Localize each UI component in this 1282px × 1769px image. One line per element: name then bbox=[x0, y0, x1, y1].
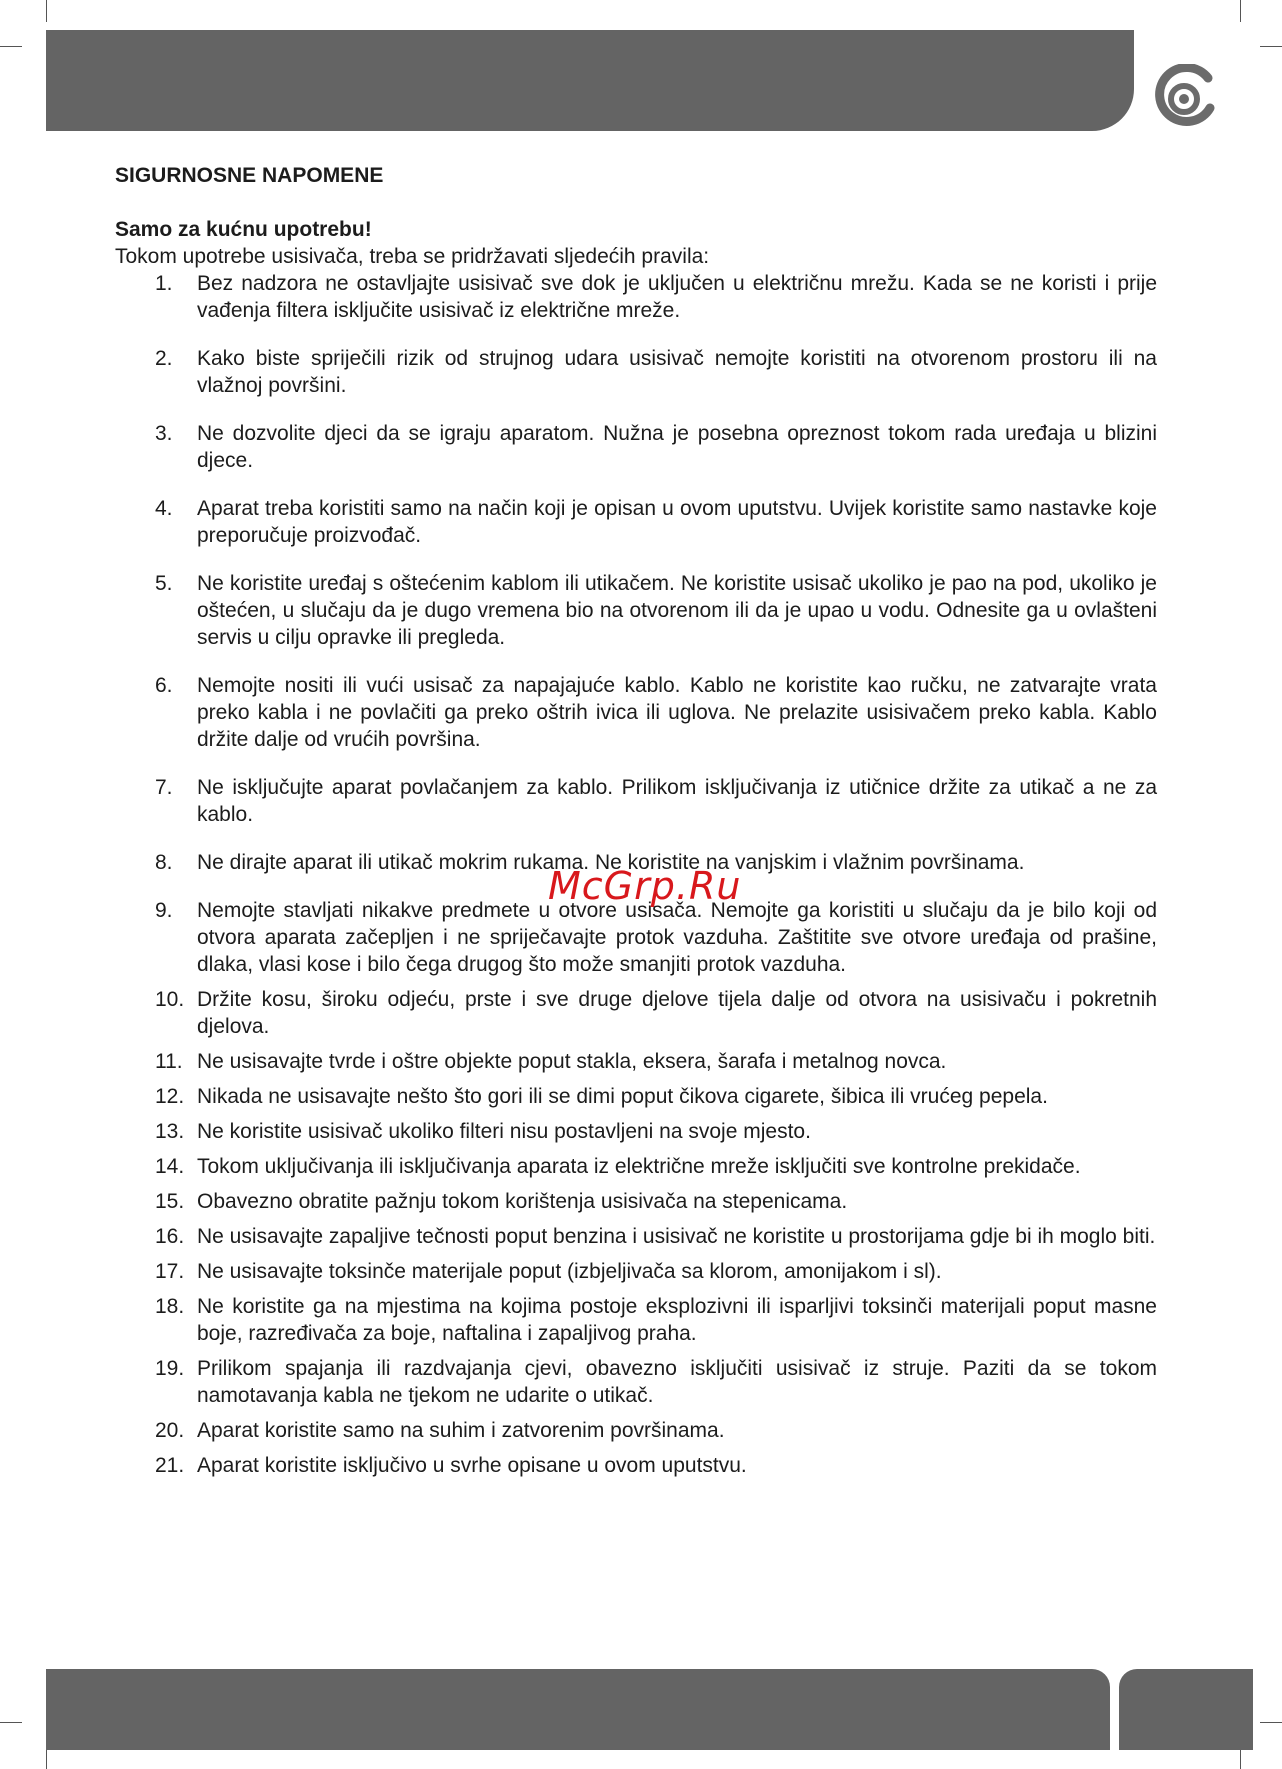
list-item bbox=[115, 270, 1157, 324]
list-item-text: Aparat koristite isključivo u svrhe opisane u ovom uputstvu. bbox=[197, 1454, 747, 1477]
list-item-text: Aparat koristite samo na suhim i zatvorenim površinama. bbox=[197, 1419, 725, 1442]
list-item bbox=[115, 672, 1157, 753]
list-item bbox=[115, 1417, 1157, 1444]
list-item-number: 15. bbox=[155, 1190, 185, 1213]
list-item-text: Držite kosu, široku odjeću, prste i sve druge djelove tijela dalje od otvora na usisivaču i pokretnih djelova. bbox=[197, 988, 1157, 1038]
list-item bbox=[115, 1258, 1157, 1285]
list-item-number: 19. bbox=[155, 1357, 185, 1380]
crop-mark bbox=[46, 1750, 47, 1769]
list-item bbox=[115, 1083, 1157, 1110]
crop-mark bbox=[1260, 1722, 1282, 1723]
list-item bbox=[115, 897, 1157, 978]
list-item bbox=[115, 1452, 1157, 1479]
crop-mark bbox=[46, 0, 47, 22]
list-item-text: Nemojte stavljati nikakve predmete u otvore usisača. Nemojte ga koristiti u slučaju da je bilo koji od otvora aparata začepljen i ne spriječavajte protok vazduha. Zaštitite sve otvore uređaja od prašine, dlaka, vlasi kose i bilo čega drugog što može smanjiti protok vazduha. bbox=[197, 899, 1157, 976]
crop-mark bbox=[1240, 1750, 1241, 1769]
list-item-text: Ne koristite ga na mjestima na kojima postoje eksplozivni ili isparljivi toksinči materijali poput masne boje, razređivača za boje, naftalina i zapaljivog praha. bbox=[197, 1295, 1157, 1345]
list-item-number: 5. bbox=[155, 572, 173, 595]
list-item bbox=[115, 774, 1157, 828]
list-item-text: Aparat treba koristiti samo na način koji je opisan u ovom uputstvu. Uvijek koristite samo nastavke koje preporučuje proizvođač. bbox=[197, 497, 1157, 547]
list-item-text: Ne usisavajte zapaljive tečnosti poput benzina i usisivač ne koristite u prostorijama gdje bi ih moglo biti. bbox=[197, 1225, 1156, 1248]
intro-text: Tokom upotrebe usisivača, treba se pridržavati sljedećih pravila: bbox=[115, 245, 710, 268]
section-title: SIGURNOSNE NAPOMENE bbox=[115, 164, 384, 187]
list-item-number: 20. bbox=[155, 1419, 185, 1442]
header-bar bbox=[46, 30, 1134, 131]
list-item-number: 2. bbox=[155, 347, 173, 370]
page-content bbox=[115, 162, 1157, 1487]
list-item-text: Kako biste spriječili rizik od strujnog udara usisivač nemojte koristiti na otvorenom prostoru ili na vlažnoj površini. bbox=[197, 347, 1157, 397]
list-item-number: 14. bbox=[155, 1155, 185, 1178]
list-item-number: 1. bbox=[155, 272, 173, 295]
watermark: McGrp.Ru bbox=[548, 864, 742, 908]
footer-bar bbox=[46, 1669, 1110, 1750]
list-item bbox=[115, 345, 1157, 399]
crop-mark bbox=[1240, 0, 1241, 22]
list-item-text: Bez nadzora ne ostavljajte usisivač sve dok je uključen u električnu mrežu. Kada se ne koristi i prije vađenja filtera isključite usisivač iz električne mreže. bbox=[197, 272, 1157, 322]
list-item-text: Ne koristite usisivač ukoliko filteri nisu postavljeni na svoje mjesto. bbox=[197, 1120, 811, 1143]
list-item-number: 3. bbox=[155, 422, 173, 445]
list-item-number: 12. bbox=[155, 1085, 185, 1108]
list-item-number: 18. bbox=[155, 1295, 185, 1318]
crop-mark bbox=[0, 1722, 22, 1723]
list-item bbox=[115, 495, 1157, 549]
list-item-number: 21. bbox=[155, 1454, 185, 1477]
crop-mark bbox=[0, 46, 22, 47]
list-item-text: Ne dozvolite djeci da se igraju aparatom. Nužna je posebna opreznost tokom rada uređaja u blizini djece. bbox=[197, 422, 1157, 472]
list-item-number: 7. bbox=[155, 776, 173, 799]
list-item-number: 8. bbox=[155, 851, 173, 874]
list-item-number: 13. bbox=[155, 1120, 185, 1143]
subtitle: Samo za kućnu upotrebu! bbox=[115, 218, 372, 241]
list-item-text: Ne usisavajte toksinče materijale poput (izbjeljivača sa klorom, amonijakom i sl). bbox=[197, 1260, 942, 1283]
list-item-text: Obavezno obratite pažnju tokom korištenja usisivača na stepenicama. bbox=[197, 1190, 848, 1213]
list-item bbox=[115, 570, 1157, 651]
list-item-number: 16. bbox=[155, 1225, 185, 1248]
list-item bbox=[115, 1223, 1157, 1250]
list-item-number: 9. bbox=[155, 899, 173, 922]
list-item bbox=[115, 1118, 1157, 1145]
list-item-number: 17. bbox=[155, 1260, 185, 1283]
list-item bbox=[115, 420, 1157, 474]
list-item-number: 11. bbox=[155, 1050, 183, 1073]
list-item bbox=[115, 1153, 1157, 1180]
list-item-number: 6. bbox=[155, 674, 173, 697]
list-item bbox=[115, 1355, 1157, 1409]
list-item-text: Tokom uključivanja ili isključivanja aparata iz električne mreže isključiti sve kontrolne prekidače. bbox=[197, 1155, 1081, 1178]
list-item-text: Prilikom spajanja ili razdvajanja cjevi, obavezno isključiti usisivač iz struje. Paziti da se tokom namotavanja kabla ne tjekom ne udarite o utikač. bbox=[197, 1357, 1157, 1407]
list-item-text: Ne koristite uređaj s oštećenim kablom ili utikačem. Ne koristite usisač ukoliko je pao na pod, ukoliko je oštećen, u slučaju da je dugo vremena bio na otvorenom ili da je upao u vodu. Odnesite ga u ovlašteni servis u cilju opravke ili pregleda. bbox=[197, 572, 1157, 649]
list-item-text: Ne usisavajte tvrde i oštre objekte poput stakla, eksera, šarafa i metalnog novca. bbox=[197, 1050, 947, 1073]
list-item-text: Nikada ne usisavajte nešto što gori ili se dimi poput čikova cigarete, šibica ili vrućeg pepela. bbox=[197, 1085, 1048, 1108]
list-item-text: Ne isključujte aparat povlačanjem za kablo. Prilikom isključivanja iz utičnice držite za utikač a ne za kablo. bbox=[197, 776, 1157, 826]
list-item bbox=[115, 1188, 1157, 1215]
footer-page-box bbox=[1119, 1669, 1253, 1750]
brand-logo-icon bbox=[1150, 64, 1220, 134]
list-item-number: 10. bbox=[155, 988, 185, 1011]
crop-mark bbox=[1260, 46, 1282, 47]
list-item-text: Ne dirajte aparat ili utikač mokrim rukama. Ne koristite na vanjskim i vlažnim površinama. bbox=[197, 851, 1025, 874]
list-item bbox=[115, 1048, 1157, 1075]
list-item-text: Nemojte nositi ili vući usisač za napajajuće kablo. Kablo ne koristite kao ručku, ne zatvarajte vrata preko kabla i ne povlačiti ga preko oštrih ivica ili uglova. Ne prelazite usisivačem preko kabla. Kablo držite dalje od vrućih površina. bbox=[197, 674, 1157, 751]
list-item-number: 4. bbox=[155, 497, 173, 520]
list-item bbox=[115, 1293, 1157, 1347]
list-item bbox=[115, 986, 1157, 1040]
